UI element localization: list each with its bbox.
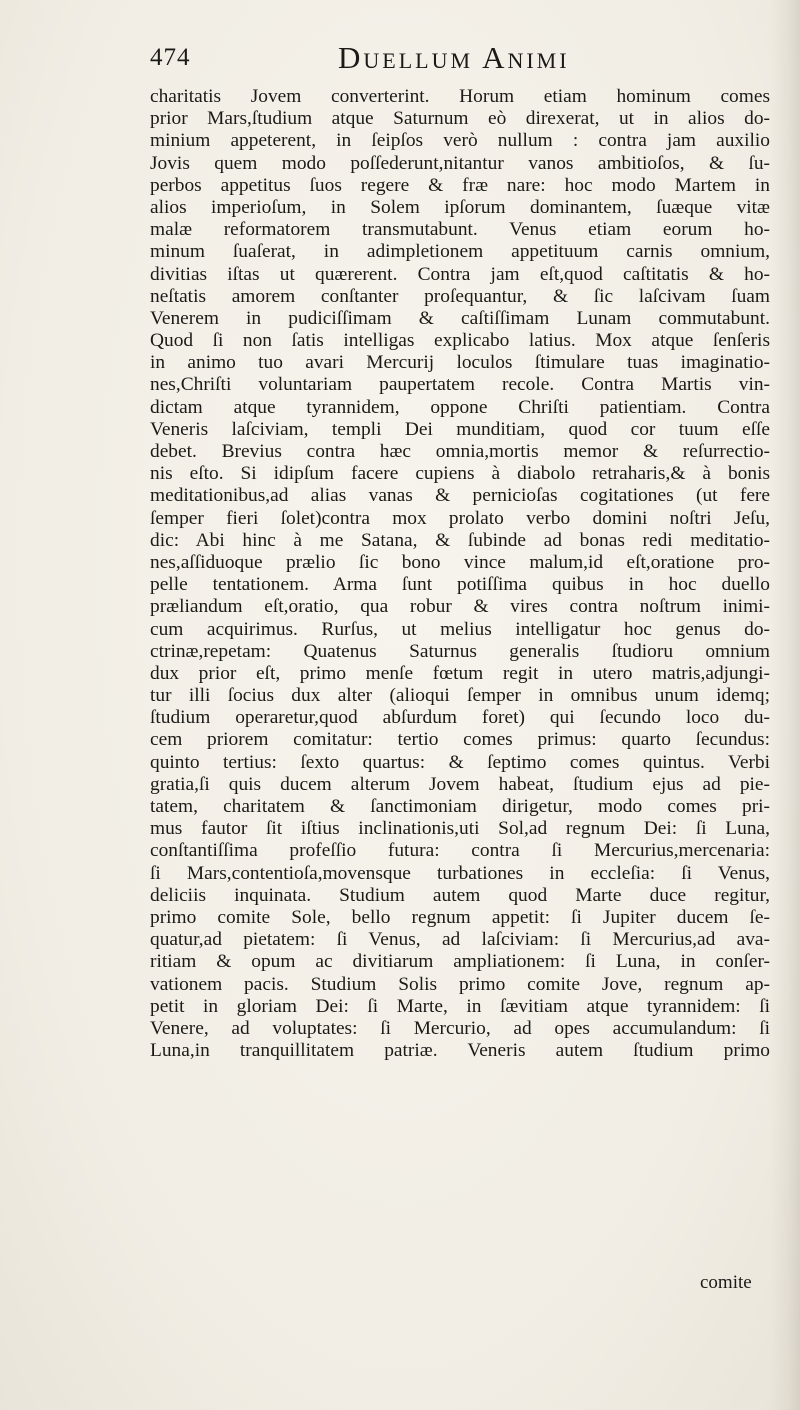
text-line: neſtatis amorem conſtanter proſequantur, & ſic laſcivam ſuam: [150, 285, 770, 307]
text-line: nes,aſſiduoque prælio ſic bono vince malum,id eſt,oratione pro-: [150, 551, 770, 573]
text-line: conſtantiſſima profeſſio futura: contra ſi Mercurius,mercenaria:: [150, 840, 770, 862]
text-line: Venere, ad voluptates: ſi Mercurio, ad opes accumulandum: ſi: [150, 1017, 770, 1039]
text-line: petit in gloriam Dei: ſi Marte, in ſævitiam atque tyrannidem: ſi: [150, 995, 770, 1017]
text-line: Jovis quem modo poſſederunt,nitantur vanos ambitioſos, & ſu-: [150, 152, 770, 174]
text-line: ſi Mars,contentioſa,movensque turbationes in eccleſia: ſi Venus,: [150, 862, 770, 884]
text-line: minum ſuaſerat, in adimpletionem appetituum carnis omnium,: [150, 241, 770, 263]
text-line: tatem, charitatem & ſanctimoniam dirigetur, modo comes pri-: [150, 796, 770, 817]
text-line: gratia,ſi quis ducem alterum Jovem habeat, ſtudium ejus ad pie-: [150, 773, 770, 795]
text-line: deliciis inquinata. Studium autem quod Marte duce regitur,: [150, 884, 770, 906]
text-line: perbos appetitus ſuos regere & fræ nare: hoc modo Martem in: [150, 174, 770, 196]
text-line: in animo tuo avari Mercurij loculos ſtimulare tuas imaginatio-: [150, 352, 770, 374]
text-line: dux prior eſt, primo menſe fœtum regit in utero matris,adjungi-: [150, 662, 770, 684]
text-line: ritiam & opum ac divitiarum ampliationem: ſi Luna, in conſer-: [150, 951, 770, 973]
text-line: dictam atque tyrannidem, oppone Chriſti patientiam. Contra: [150, 396, 770, 418]
text-line: alios imperioſum, in Solem ipſorum dominantem, ſuæque vitæ: [150, 196, 770, 218]
text-line: prior Mars,ſtudium atque Saturnum eò direxerat, ut in alios do-: [150, 108, 770, 130]
text-line: Luna,in tranquillitatem patriæ. Veneris autem ſtudium primo: [150, 1040, 770, 1062]
page-header: [150, 40, 790, 84]
text-line: meditationibus,ad alias vanas & pernicioſas cogitationes (ut fere: [150, 485, 770, 507]
text-line: nes,Chriſti voluntariam paupertatem recole. Contra Martis vin-: [150, 374, 770, 396]
text-line: primo comite Sole, bello regnum appetit: ſi Jupiter ducem ſe-: [150, 906, 770, 928]
page-number: 474: [150, 44, 191, 71]
text-line: præliandum eſt,oratio, qua robur & vires contra noſtrum inimi-: [150, 596, 770, 618]
text-line: cem priorem comitatur: tertio comes primus: quarto ſecundus:: [150, 729, 770, 751]
text-line: debet. Brevius contra hæc omnia,mortis memor & reſurrectio-: [150, 441, 770, 462]
page-edge-shadow: [770, 0, 800, 1410]
text-line: malæ reformatorem transmutabunt. Venus etiam eorum ho-: [150, 219, 770, 241]
text-line: nis eſto. Si idipſum facere cupiens à diabolo retraharis,& à bonis: [150, 463, 770, 485]
text-line: Quod ſi non ſatis intelligas explicabo latius. Mox atque ſenſeris: [150, 330, 770, 352]
text-line: dic: Abi hinc à me Satana, & ſubinde ad bonas redi meditatio-: [150, 529, 770, 551]
text-line: vationem pacis. Studium Solis primo comite Jove, regnum ap-: [150, 973, 770, 995]
text-line: minium appeterent, in ſeipſos verò nullum : contra jam auxilio: [150, 130, 770, 152]
text-line: tur illi ſocius dux alter (alioqui ſemper in omnibus unum idemq;: [150, 685, 770, 707]
text-line: charitatis Jovem converterint. Horum etiam hominum comes: [150, 86, 770, 107]
text-line: quatur,ad pietatem: ſi Venus, ad laſciviam: ſi Mercurius,ad ava-: [150, 929, 770, 951]
text-line: ſtudium operaretur,quod abſurdum foret) qui ſecundo loco du-: [150, 707, 770, 729]
text-line: mus fautor ſit iſtius inclinationis,uti Sol,ad regnum Dei: ſi Luna,: [150, 818, 770, 840]
text-line: divitias iſtas ut quærerent. Contra jam eſt,quod caſtitatis & ho-: [150, 263, 770, 285]
text-line: pelle tentationem. Arma ſunt potiſſima quibus in hoc duello: [150, 574, 770, 596]
text-line: Veneris laſciviam, templi Dei munditiam, quod cor tuum eſſe: [150, 418, 770, 440]
running-title: Duellum Animi: [338, 40, 570, 75]
body-text: [150, 86, 770, 1062]
text-line: ſemper fieri ſolet)contra mox prolato verbo domini noſtri Jeſu,: [150, 507, 770, 529]
text-line: ctrinæ,repetam: Quatenus Saturnus generalis ſtudioru omnium: [150, 640, 770, 662]
text-line: quinto tertius: ſexto quartus: & ſeptimo comes quintus. Verbi: [150, 751, 770, 773]
text-line: Venerem in pudiciſſimam & caſtiſſimam Lunam commutabunt.: [150, 307, 770, 329]
catchword: comite: [700, 1272, 752, 1293]
text-line: cum acquirimus. Rurſus, ut melius intelligatur hoc genus do-: [150, 618, 770, 640]
